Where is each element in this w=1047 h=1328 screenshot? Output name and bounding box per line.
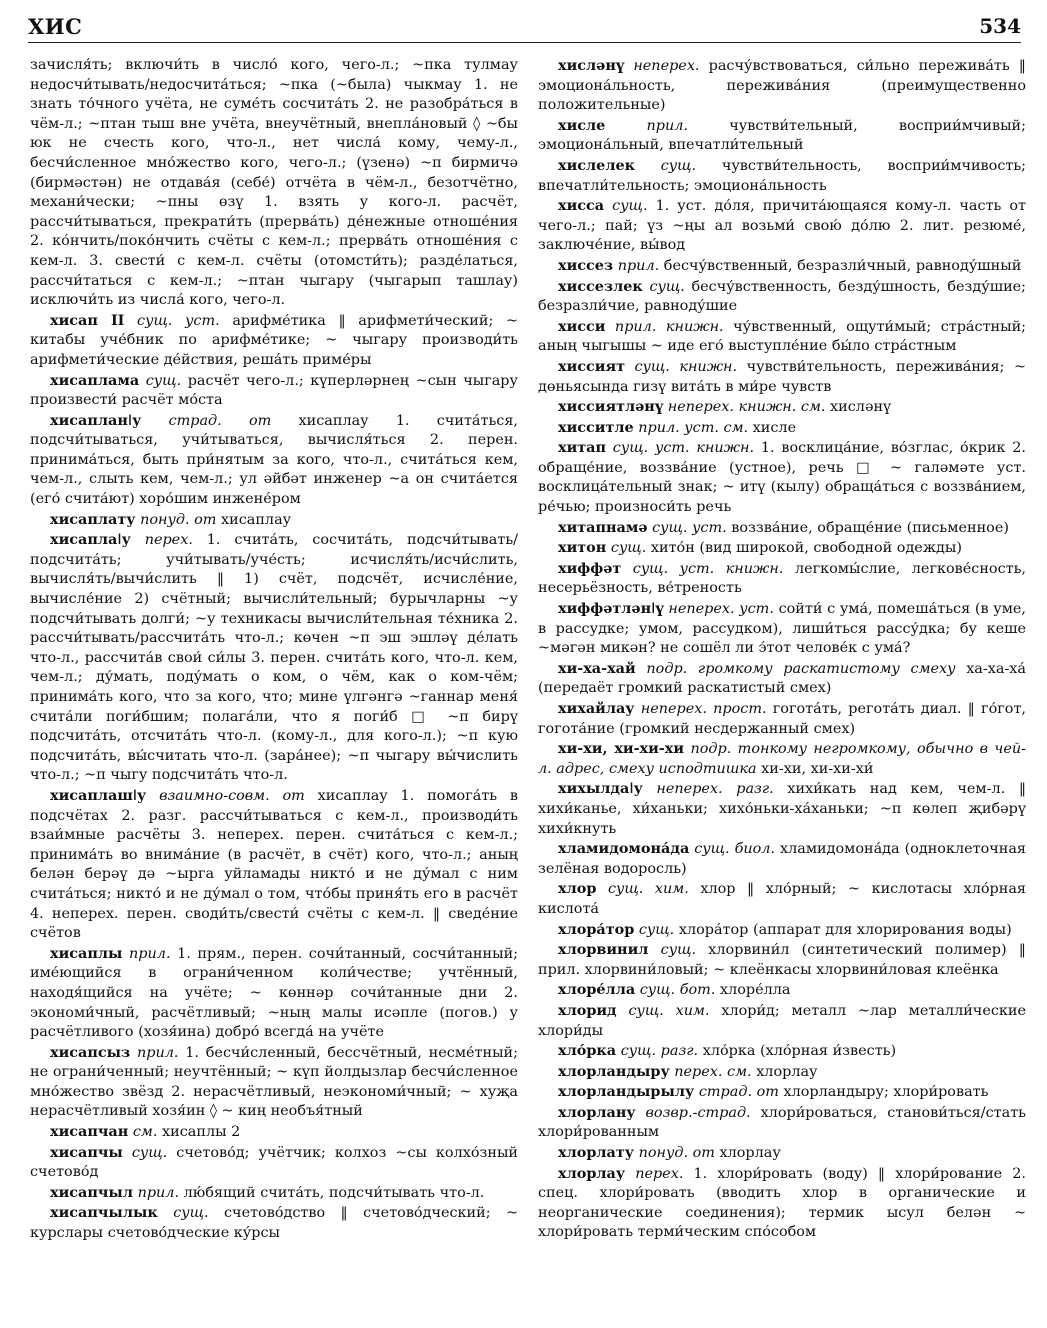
dictionary-entry [30,1143,518,1183]
definition-text: расчу́вствоваться, си́льно пережива́ть ‖ эмоциона́льность, пережива́ния (преимущественно положительные) [538,58,1026,114]
definition-text: хлорлау [756,1063,818,1080]
grammar-label: прил. [129,945,171,962]
dictionary-entry [30,1203,518,1243]
dictionary-entry [30,944,518,1043]
grammar-label: сущ. бот. [639,982,716,999]
grammar-label: сущ. [649,278,685,295]
headword: хисаплату [50,510,136,528]
grammar-label: сущ. [173,1205,209,1222]
dictionary-entry [538,659,1026,699]
headword: хисса [558,197,605,215]
headword: хихайлау [558,700,635,717]
grammar-label: сущ. биол. [694,841,776,858]
headword: хисаплы [50,944,123,962]
headword: хисләнү [558,57,625,74]
grammar-label: сущ. хим. [628,1002,710,1019]
dictionary-entry [30,510,518,531]
headword: хло́рка [558,1042,617,1060]
dictionary-entry [538,599,1026,659]
headword: хлорландырылу [558,1083,695,1101]
definition-text: арифме́тика ‖ арифмети́ческий; ~ китабы уче́бник по арифме́тике; ~ чыгару производи́ть арифмети́ческие де́йствия, реша́ть приме́ры [30,312,518,368]
grammar-label: см. [132,1124,158,1141]
headword: хисапчан [50,1123,129,1141]
dictionary-entry [538,277,1026,317]
headword: хисапчы [50,1143,123,1161]
left-column [30,56,518,1318]
headword: хлор [558,880,597,898]
definition-text: бесчу́вственный, безразли́чный, равноду́шный [663,257,1022,274]
headword: хисапчылык [50,1204,158,1222]
definition-text: 1. восклица́ние, во́зглас, о́крик 2. обраще́ние, воззва́ние (устное), речь □ ~ галәмәте уст. восклица́тельный знак; ~ итү (кылу) обраща́ться с воззва́нием, ре́чью; произноси́ть речь [538,440,1026,516]
definition-text: 1. бесчи́сленный, бессчётный, несме́тный; не ограни́ченный; неучтённый; ~ күп йолдызлар бесчи́сленное мно́жество звёзд 2. нерасчётливый, неэкономи́чный; ~ хуҗа нерасчётливый хозя́ин ◊ ~ киң необъя́тный [30,1044,518,1120]
headword: хлорлау [558,1164,626,1182]
definition-text: хло́рка (хло́рная и́звесть) [702,1043,897,1060]
grammar-label: неперех. уст. [668,601,774,618]
definition-text: хламидомона́да (одноклеточная зелёная водоросль) [538,841,1026,877]
definition-text: чувстви́тельный, восприи́мчивый; эмоциона́льный, впечатли́тельный [538,117,1026,154]
grammar-label: возвр.-страд. [645,1104,751,1121]
dictionary-entry [538,438,1026,517]
definition-text: 1. хлори́ровать (воду) ‖ хлори́рование 2. спец. хлори́ровать (вводить хлор в органические и неорганические соединения); термик ысул белән ~ хлори́ровать терми́ческим спо́собом [538,1165,1026,1241]
dictionary-entry [538,879,1026,919]
dictionary-entry [30,411,518,510]
definition-text: хлора́тор (аппарат для хлорирования воды) [678,921,1012,938]
dictionary-entry [30,1122,518,1143]
dictionary-entry [538,518,1026,539]
grammar-label: сущ. уст. [652,519,727,536]
grammar-label: прил. уст. см. [638,419,749,436]
dictionary-entry [538,1164,1026,1243]
headword: хисап II [50,311,125,329]
definition-text: хисләнү [830,399,892,416]
headword: хламидомона́да [558,840,690,858]
headword: хитон [558,539,607,557]
definition-text: хисаплау 1. счита́ться, подсчи́тываться, учи́тываться, вычисля́ться 2. перен. принима́ться, быть при́нятым за кого, что-л., счита́ться кем, чем-л., слыть кем, чем-л.; ул әйбәт инженер ~а он счита́ется (его́ счита́ют) хоро́шим инжене́ром [30,412,518,508]
definition-text: сойти́ с ума́, помеша́ться (в уме, в рассудке; умом, рассудком), лиши́ться рассу́дка; бу кеше ~мәгән микән? не сошёл ли э́тот челове́к с ума́? [538,601,1026,657]
grammar-label: прил. книжн. [614,318,724,335]
definition-text: зачисля́ть; включи́ть в число́ кого, чего-л.; ~пка тулмау недосчи́тывать/недосчита́ться; ~пка (~была) чыкмау 1. не знать то́чного учёта, не суме́ть сосчита́ть 2. не разобра́ться в чём-л.; ~птан тыш вне учёта, внеучётный, внепла́новый ◊ ~бы юк не счесть кого, что-л., нет числа́ кому, чему-л., бесчи́сленное мно́жество кого, чего-л.; (үзенә) ~п бирмичә (бирмәстән) не отдава́я (себе́) отчёта в чём-л., безотчётно, механи́чески; ~пны өзү 1. взять у кого-л. расчёт, рассчи́тываться, прекрати́ть (прерва́ть) де́нежные отноше́ния 2. ко́нчить/поко́нчить счёты с кем-л.; прерва́ть отноше́ния с кем-л. 3. свести́ с кем-л. счёты (отомсти́ть); разде́латься, рассчи́таться с кем-л.; ~птан чыгару (чыгарып ташлау) исключи́ть из числа́ кого, чего-л. [30,57,518,309]
grammar-label: сущ. [612,198,648,215]
dictionary-entry [538,1082,1026,1103]
definition-text: хисаплау [220,511,292,528]
dictionary-entry [538,779,1026,839]
definition-text: хлорлау [719,1145,781,1162]
headword: хлорид [558,1001,617,1019]
headword: хисаплаǀу [50,531,131,549]
dictionary-entry [30,1183,518,1204]
definition-text: счетово́д; учётчик; колхоз ~сы колхо́зный счетово́д [30,1144,518,1181]
definition-text: хлори́роваться, станови́ться/стать хлори́рованным [538,1104,1026,1141]
grammar-label: страд. от [168,412,272,429]
definition-text: гогота́ть, регота́ть диал. ‖ го́гот, гогота́ние (громкий несдержанный смех) [538,701,1026,737]
grammar-label: сущ. уст. книжн. [632,560,784,577]
grammar-label: неперех. прост. [640,701,767,717]
dictionary-entry [538,538,1026,559]
grammar-label: прил. [646,117,689,134]
headword: хихылдаǀу [558,780,643,798]
headword: хи-хи, хи-хи-хи [558,740,685,758]
dictionary-entry [30,371,518,411]
headword: хиссиятләнү [558,398,664,416]
headword: хисситле [558,418,634,436]
dictionary-entry [30,311,518,371]
headword: хиффәтләнǀү [558,600,664,618]
definition-text: легкомы́слие, легкове́сность, несерьёзность, ве́треность [538,560,1026,597]
grammar-label: сущ. [610,540,647,557]
grammar-label: сущ. [638,921,675,938]
grammar-label: неперех. книжн. см. [667,399,826,416]
dictionary-entry [538,56,1026,116]
definition-text: хито́н (вид широкой, свободной одежды) [650,540,962,557]
dictionary-entry [538,920,1026,941]
dictionary-entry [538,1103,1026,1143]
dictionary-entry [538,1001,1026,1041]
running-head: ХИС [28,14,83,39]
definition-text: расчёт чего-л.; күперләрнең ~сын чыгару произвести́ расчёт мо́ста [30,372,518,409]
definition-text: хисле [752,419,797,436]
dictionary-entry [538,256,1026,277]
grammar-label: прил. [617,257,660,274]
grammar-label: подр. громкому раскатистому смеху [646,660,956,677]
grammar-label: сущ. уст. [137,312,220,329]
grammar-label: страд. от [698,1084,779,1101]
headword: хисаплашǀу [50,786,147,804]
headword: хлорландыру [558,1062,670,1080]
headword: хиффәт [558,559,622,577]
grammar-label: сущ. [131,1144,168,1161]
dictionary-entry [538,940,1026,980]
page-number: 534 [979,14,1021,38]
headword: хисапчыл [50,1183,133,1201]
grammar-label: сущ. разг. [620,1043,699,1060]
dictionary-entry [538,357,1026,397]
definition-text: чувстви́тельность, восприи́мчивость; впечатли́тельность; эмоциона́льность [538,157,1026,194]
headword: хисапсыз [50,1043,131,1061]
dictionary-entry [538,699,1026,739]
headword: хиссият [558,357,625,375]
definition-text: лю́бящий счита́ть, подсчи́тывать что-л. [183,1184,485,1201]
grammar-label: понуд. от [638,1145,715,1162]
grammar-label: сущ. книжн. [634,358,738,375]
grammar-label: сущ. [145,372,182,389]
page-header [28,8,1021,43]
grammar-label: подр. тонкому негромкому, обычно в чей-л. адрес, смеху исподтишка [538,741,1026,777]
grammar-label: сущ. [660,942,697,959]
headword: хитап [558,439,607,457]
dictionary-entry [538,116,1026,156]
grammar-label: прил. [137,1184,180,1201]
definition-text: бесчу́вственность, безду́шность, безду́шие; безразли́чие, равноду́шие [538,278,1026,315]
dictionary-entry [30,530,518,786]
grammar-label: прил. [137,1044,179,1061]
definition-text: хлоре́лла [719,982,791,999]
right-column [538,56,1026,1318]
headword: хиссез [558,256,614,274]
dictionary-entry [30,786,518,944]
dictionary-entry [538,418,1026,439]
dictionary-entry [538,397,1026,418]
grammar-label: сущ. хим. [607,881,689,898]
headword: хиссезлек [558,277,643,295]
headword: хисапланǀу [50,411,142,429]
definition-text: воззва́ние, обраще́ние (письменное) [731,519,1009,536]
grammar-label: сущ. [660,157,697,174]
headword: хи-ха-хай [558,659,636,677]
headword: хислелек [558,156,636,174]
headword: хисаплама [50,371,140,389]
dictionary-entry [30,1043,518,1122]
definition-text: хисаплау 1. помога́ть в подсчётах 2. разг. рассчи́тываться с кем-л., производи́ть взаи́мные расчёты 3. неперех. перен. счита́ться с кем-л.; принима́ть во внима́ние (в расчёт, в счёт) кого, что-л.; аның белән берәү дә ~ырга уйламады никто́ и не ду́мал с ним счита́ться; никто́ и не ду́мал о том, что́бы приня́ть его в расчёт 4. неперех. перен. своди́ть/свести́ счёты с кем-л. ‖ сведе́ние счётов [30,787,518,942]
definition-text: ха-ха-ха́ (передаёт громкий раскатистый смех) [538,660,1026,697]
dictionary-entry [538,317,1026,357]
definition-text: хлорвини́л (синтетический полимер) ‖ прил. хлорвини́ловый; ~ клеёнкасы хлорвини́ловая клеёнка [538,942,1026,978]
headword: хисси [558,317,606,335]
headword: хлорвинил [558,941,649,959]
dictionary-entry [538,1062,1026,1083]
grammar-label: взаимно-совм. от [159,787,305,804]
dictionary-entry [538,839,1026,879]
dictionary-entry [538,156,1026,196]
grammar-label: неперех. разг. [656,781,774,798]
definition-text: чу́вственный, ощути́мый; стра́стный; аның чыгышы ~ иде его́ выступле́ние бы́ло стра́стным [538,318,1026,355]
headword: хлоре́лла [558,981,636,999]
headword: хлорлану [558,1103,636,1121]
headword: хлорлату [558,1144,634,1162]
definition-text: счетово́дство ‖ счетово́дческий; ~ курслары счетово́дческие ку́рсы [30,1205,518,1242]
headword: хисле [558,116,606,134]
dictionary-entry [538,980,1026,1001]
dictionary-entry [538,559,1026,599]
definition-text: хлор ‖ хло́рный; ~ кислотасы хло́рная кислота́ [538,881,1026,917]
definition-text: 1. уст. до́ля, причита́ющаяся кому-л. часть от чего-л.; пай; үз ~ңы ал возьми́ свою́ до́лю 2. лит. резюме́, заключе́ние, вы́вод [538,198,1026,254]
definition-text: 1. счита́ть, сосчита́ть, подсчи́тывать/подсчита́ть; учи́тывать/уче́сть; исчисля́ть/исчи́слить, вычисля́ть/вычи́слить ‖ 1) счёт, подсчёт, исчисле́ние, вычисле́ние 2) счётный; вычисли́тельный; бурычларны ~у подсчи́тывать долги́; ~у техникасы вычисли́тельная те́хника 2. рассчи́тывать/рассчита́ть что-л.; көчен ~п эш эшләү де́лать что-л., рассчита́в свои́ си́лы 3. перен. счита́ть кого, что-л. кем, чем-л.; ду́мать, поду́мать о ком, о чём, как о ком-чём; принима́ть кого, что за кого, что; мине үлгәнгә ~ганнар меня́ счита́ли поги́бшим; полага́ли, что я поги́б □ ~п бирү подсчита́ть, отсчита́ть что-л. (кому-л., для кого-л.); ~п кую подсчита́ть, вы́считать что-л. (зара́нее); ~п чыгару вы́числить что-л.; ~п чыгу подсчита́ть что-л. [30,532,518,784]
grammar-label: понуд. от [140,511,217,528]
grammar-label: сущ. уст. книжн. [612,440,755,457]
definition-text: чувстви́тельность, пережива́ния; ~ дөньясында гизү вита́ть в ми́ре чувств [538,358,1026,395]
definition-text: хлорландыру; хлори́ровать [783,1084,989,1101]
headword: хлора́тор [558,920,635,938]
dictionary-entry [30,56,518,311]
dictionary-entry [538,1143,1026,1164]
definition-text: хихи́кать над кем, чем-л. ‖ хихи́канье, хи́ханьки; хихо́ньки-ха́ханьки; ~п көлеп җибәрү хихи́кнуть [538,781,1026,837]
grammar-label: перех. см. [674,1063,752,1080]
grammar-label: неперех. [633,58,700,74]
headword: хитапнамә [558,518,648,536]
definition-text: хи-хи, хи-хи-хи́ [761,760,874,777]
definition-text: хисаплы 2 [162,1124,241,1141]
dictionary-entry [538,1041,1026,1062]
dictionary-entry [538,739,1026,779]
definition-text: 1. прям., перен. сочи́танный, сосчи́танный; име́ющийся в ограни́ченном коли́честве; учтённый, находя́щийся на учёте; ~ көннәр сочи́танные дни 2. экономи́чный, расчётливый; ~ның малы исәпле (погов.) у расчётливого (хозя́ина) добро́ всегда́ на учёте [30,945,518,1041]
grammar-label: перех. [144,532,193,549]
dictionary-entry [538,196,1026,256]
definition-text: хлори́д; металл ~лар металли́ческие хлори́ды [538,1002,1026,1039]
grammar-label: перех. [635,1165,684,1182]
